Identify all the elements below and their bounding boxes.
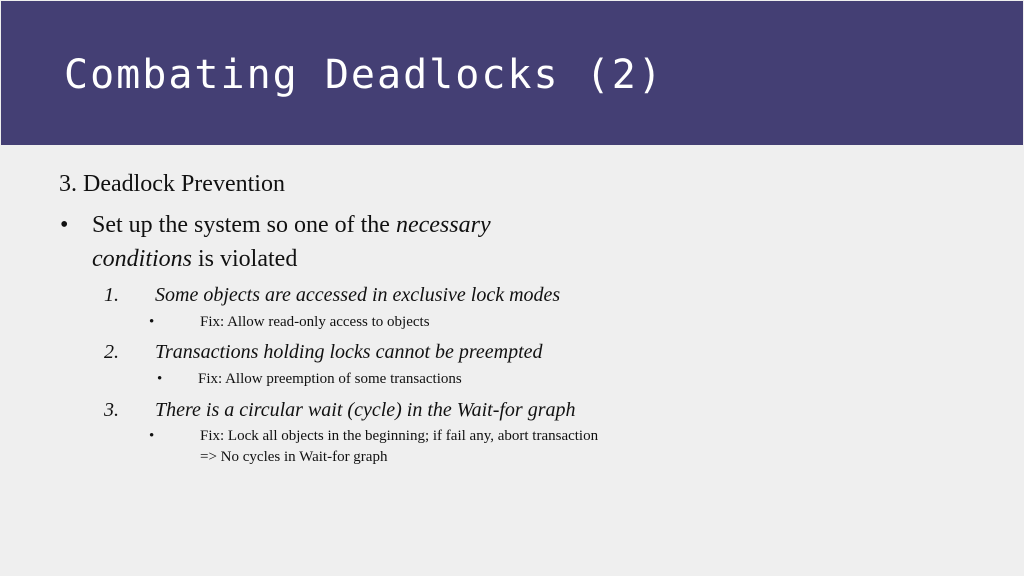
fix-text-1: Fix: Allow read-only access to objects [200, 314, 430, 330]
condition-text-2: Transactions holding locks cannot be preempted [155, 341, 543, 363]
condition-number-3: 3. [104, 399, 119, 421]
title-bar [1, 1, 1023, 145]
fix-bullet-3: • [149, 428, 155, 444]
fix-text-3: Fix: Lock all objects in the beginning; if fail any, abort transaction [200, 428, 599, 444]
fix-text-2: Fix: Allow preemption of some transactions [198, 371, 462, 387]
fix-text-3-continuation: => No cycles in Wait-for graph [200, 449, 388, 465]
bullet-marker: • [60, 212, 69, 238]
section-heading: 3. Deadlock Prevention [59, 171, 285, 197]
condition-number-2: 2. [104, 341, 119, 363]
main-bullet-emphasis-2: conditions [92, 246, 192, 272]
condition-text-1: Some objects are accessed in exclusive lock modes [155, 284, 561, 306]
fix-bullet-1: • [149, 314, 155, 330]
main-bullet-text: Set up the system so one of the [92, 212, 396, 238]
main-bullet-text-end: is violated [192, 246, 298, 272]
condition-text-3: There is a circular wait (cycle) in the Wait-for graph [155, 399, 576, 421]
condition-number-1: 1. [104, 284, 119, 306]
slide-title: Combating Deadlocks (2) [64, 52, 664, 98]
main-bullet-line-2 [92, 242, 297, 276]
fix-bullet-2: • [157, 371, 163, 387]
main-bullet-line-1 [92, 208, 491, 242]
main-bullet-emphasis: necessary [395, 212, 491, 238]
